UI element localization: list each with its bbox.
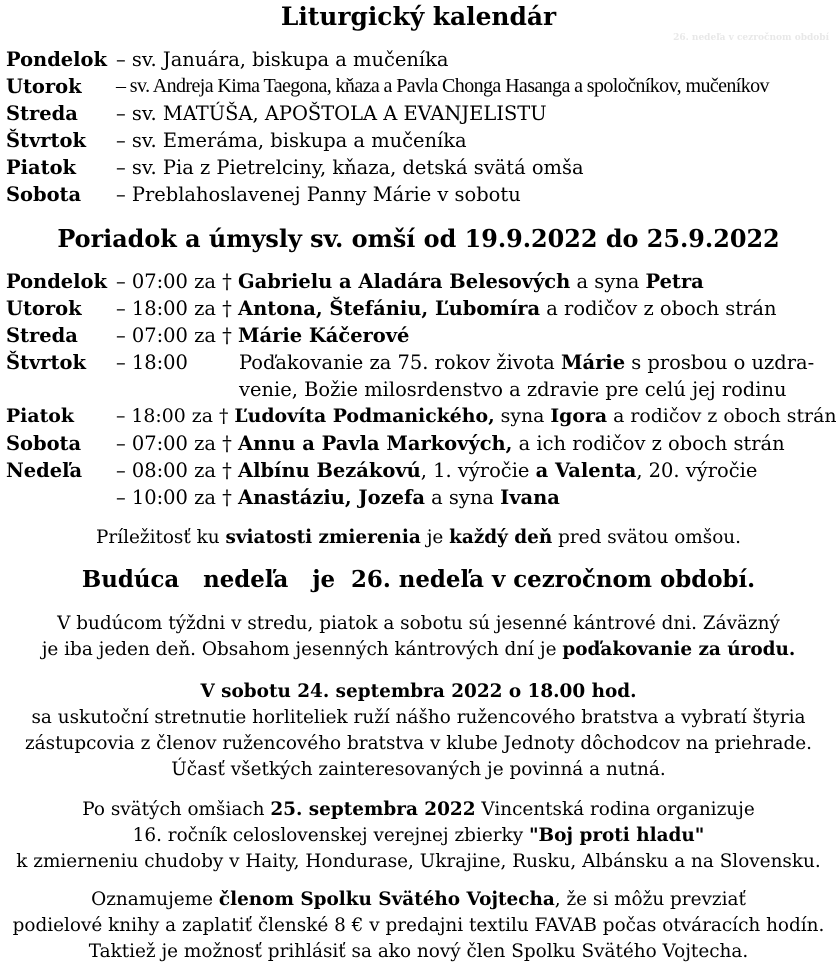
mass-text: – 18:00 za † Antona, Štefániu, Ľubomíra a rodičov z oboch strán (116, 297, 777, 320)
calendar-row (6, 100, 835, 127)
mass-day: Pondelok (6, 270, 107, 293)
calendar-text: – sv. Emeráma, biskupa a mučeníka (116, 129, 467, 152)
mass-text: – 07:00 za † Annu a Pavla Markových, a ich rodičov z oboch strán (116, 432, 785, 455)
page-title: Liturgický kalendár (280, 2, 557, 31)
mass-row-thursday-cont (6, 376, 835, 403)
calendar-row (6, 127, 835, 154)
calendar-row (6, 46, 835, 73)
spolok-note: Oznamujeme členom Spolku Svätého Vojtecha, že si môžu prevziať podielové knihy a zaplatiť členské 8 € v predajni textilu FAVAB počas otváracích hodín. Taktiež je možnosť prihlásiť sa ako nový člen Spolku Svätého Vojtecha. (12, 889, 825, 962)
calendar-text: – sv. MATÚŠA, APOŠTOLA A EVANJELISTU (116, 102, 547, 125)
calendar-row (6, 181, 835, 208)
mass-day: Piatok (6, 405, 74, 427)
rosary-meeting-note: V sobotu 24. septembra 2022 o 18.00 hod. sa uskutoční stretnutie horliteliek ruží nášho ružencového bratstva a vybratí štyria zástupcovia z členov ružencového bratstva v klube Jednoty dôchodcov na priehrade. Účasť všetkých zainteresovaných je povinná a nutná. (24, 681, 813, 780)
calendar-text: – sv. Andreja Kima Taegona, kňaza a Pavla Chonga Hasanga a spoločníkov, mučeníkov (116, 75, 769, 97)
mass-row-saturday (6, 430, 835, 457)
calendar-text: – sv. Januára, biskupa a mučeníka (116, 48, 449, 71)
mass-text: – 07:00 za † Márie Káčerové (116, 324, 410, 347)
mass-row-thursday (6, 349, 835, 376)
calendar-row (6, 154, 835, 181)
mass-day: Nedeľa (6, 459, 83, 482)
mass-text: – 08:00 za † Albínu Bezákovú, 1. výročie a Valenta, 20. výročie (116, 459, 758, 482)
calendar-text: – sv. Pia z Pietrelciny, kňaza, detská svätá omša (116, 156, 584, 179)
calendar-day: Štvrtok (6, 129, 86, 152)
watermark-text: 26. nedeľa v cezročnom období (673, 33, 829, 43)
mass-row-sunday (6, 457, 835, 484)
mass-day: Sobota (6, 432, 82, 455)
masses-title: Poriadok a úmysly sv. omší od 19.9.2022 do 25.9.2022 (57, 225, 780, 253)
confession-note: Príležitosť ku sviatosti zmierenia je každý deň pred svätou omšou. (96, 527, 741, 548)
calendar-day: Piatok (6, 156, 77, 179)
mass-text: – 07:00 za † Gabrielu a Aladára Belesových a syna Petra (116, 270, 704, 293)
vincent-collection-note: Po svätých omšiach 25. septembra 2022 Vincentská rodina organizuje 16. ročník celoslovenskej verejnej zbierky "Boj proti hladu" k zmierneniu chudoby v Haity, Hondurase, Ukrajine, Rusku, Albánsku a na Slovensku. (16, 799, 821, 872)
mass-day: Utorok (6, 297, 82, 320)
mass-row-wednesday (6, 322, 835, 349)
mass-row-monday (6, 268, 835, 295)
mass-row-tuesday (6, 295, 835, 322)
calendar-day: Pondelok (6, 48, 107, 71)
mass-text: Poďakovanie za 75. rokov života Márie s prosbou o uzdra- (239, 351, 815, 374)
mass-row-friday (6, 403, 835, 430)
mass-row-sunday-2 (6, 484, 835, 511)
calendar-day: Streda (6, 102, 78, 125)
mass-text: – 10:00 za † Anastáziu, Jozefa a syna Ivana (116, 486, 560, 509)
mass-text: – 18:00 za † Ľudovíta Podmanického, syna Igora a rodičov z oboch strán (116, 405, 837, 427)
next-sunday-heading: Budúca nedeľa je 26. nedeľa v cezročnom období. (81, 567, 756, 593)
calendar-text: – Preblahoslavenej Panny Márie v sobotu (116, 183, 521, 206)
mass-day: Štvrtok (6, 351, 86, 374)
mass-text: venie, Božie milosrdenstvo a zdravie pre celú jej rodinu (239, 378, 787, 401)
calendar-row (6, 73, 835, 100)
ember-days-note: V budúcom týždni v stredu, piatok a sobotu sú jesenné kántrové dni. Záväzný je iba jeden deň. Obsahom jesenných kántrových dní je poďakovanie za úrodu. (41, 613, 796, 660)
mass-day: Streda (6, 324, 78, 347)
calendar-day: Utorok (6, 75, 82, 98)
mass-time: – 18:00 (116, 351, 188, 374)
calendar-day: Sobota (6, 183, 82, 206)
